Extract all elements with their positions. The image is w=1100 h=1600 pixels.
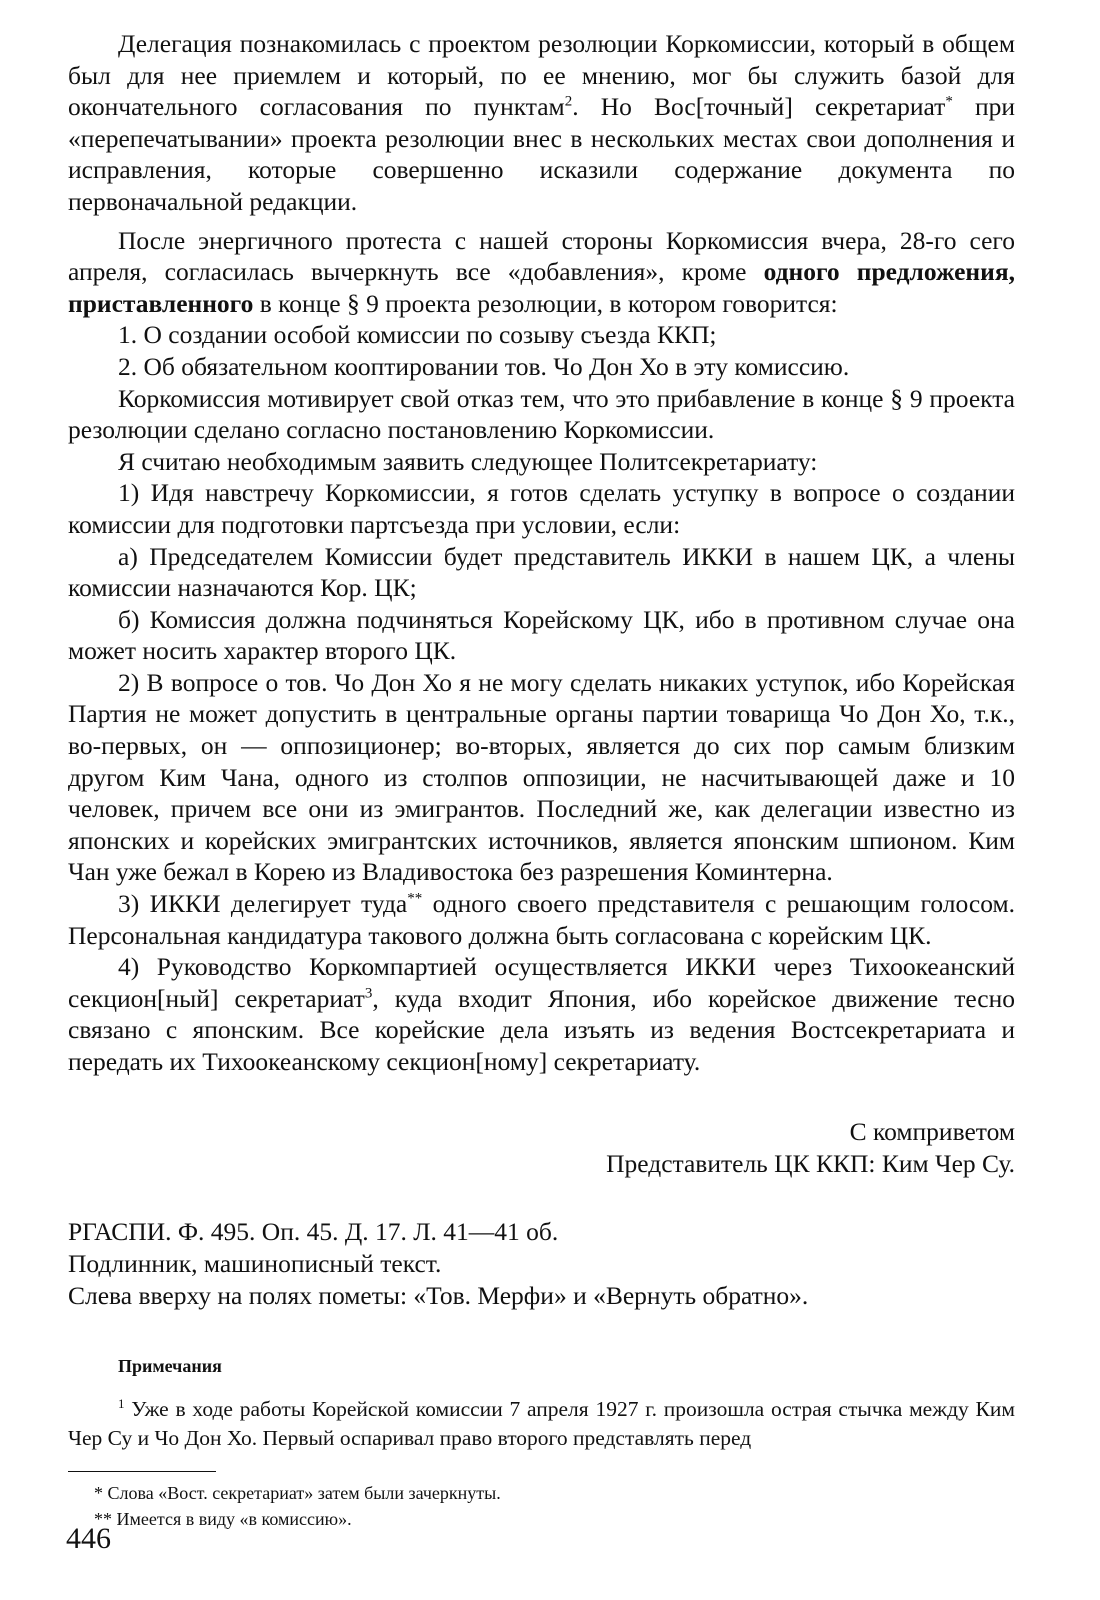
footnote-1: * Слова «Вост. секретариат» затем были зачеркнуты. — [94, 1482, 501, 1503]
paragraph-12 — [68, 951, 1015, 1077]
notes-heading: Примечания — [118, 1355, 222, 1376]
footnote-ref-3: 3 — [364, 985, 373, 1002]
signature-greeting: С комприветом — [849, 1116, 1015, 1146]
paragraph-10: 2) В вопросе о тов. Чо Дон Хо я не могу сделать никаких уступок, ибо Корейская Партия не может допустить в центральные органы партии товарища Чо Дон Хо, т.к., во-первых, он — оппозиционер; во-вторых, является до сих пор самым близким другом Ким Чана, одного из столпов оппозиции, не насчитывающей даже и 10 человек, причем все они из эмигрантов. Последний же, как делегации известно из японских и корейских эмигрантских источников, является японским шпионом. Ким Чан уже бежал в Корею из Владивостока без разрешения Коминтерна. — [68, 667, 1015, 887]
archive-line-3: Слева вверху на полях пометы: «Тов. Мерфи» и «Вернуть обратно». — [68, 1280, 809, 1310]
paragraph-11 — [68, 888, 1015, 951]
paragraph-11-text-a: 3) ИККИ делегирует туда — [118, 889, 408, 919]
footnote-divider — [68, 1471, 216, 1472]
paragraph-6: Я считаю необходимым заявить следующее Политсекретариату: — [118, 446, 818, 476]
paragraph-5: Коркомиссия мотивирует свой отказ тем, что это прибавление в конце § 9 проекта резолюции сделано согласно постановлению Коркомиссии. — [68, 383, 1015, 445]
signature-block — [68, 1116, 1015, 1180]
archive-line-1: РГАСПИ. Ф. 495. Оп. 45. Д. 17. Л. 41—41 об. — [68, 1216, 559, 1246]
paragraph-1 — [68, 28, 1015, 218]
paragraph-9: б) Комиссия должна подчиняться Корейскому ЦК, ибо в противном случае она может носить характер второго ЦК. — [68, 604, 1015, 666]
note-1-text: Уже в ходе работы Корейской комиссии 7 апреля 1927 г. произошла острая стычка между Ким Чер Су и Чо Дон Хо. Первый оспаривал право второго представлять перед — [68, 1396, 1015, 1450]
main-text — [68, 28, 1015, 1078]
footnotes — [68, 1480, 1015, 1532]
paragraph-1-text-c: при «перепечатывании» проекта резолюции внес в нескольких местах свои дополнения и исправления, которые совершенно исказили содержание документа по первоначальной редакции. — [68, 92, 1015, 216]
note-1-marker: 1 — [118, 1395, 125, 1411]
paragraph-12-text-c: , куда входит Япония, ибо корейское движение тесно связано с японским. Все корейские дела изъять из ведения Востсекретариата и передать их Тихоокеанскому секцион[ному] секретариату. — [68, 983, 1015, 1076]
footnote-ref-star: * — [945, 93, 953, 110]
paragraph-4: 2. Об обязательном кооптировании тов. Чо Дон Хо в эту комиссию. — [118, 351, 850, 381]
paragraph-2-bold: одного предложения, приставленного — [68, 257, 1015, 318]
paragraph-3: 1. О создании особой комиссии по созыву съезда ККП; — [118, 320, 717, 350]
archive-line-2: Подлинник, машинописный текст. — [68, 1248, 442, 1278]
paragraph-2 — [68, 225, 1015, 320]
note-1 — [68, 1395, 1015, 1453]
paragraph-11-text-c: одного своего представителя с решающим голосом. Персональная кандидатура такового должна быть согласована с корейским ЦК. — [68, 889, 1015, 950]
footnote-ref-double-star: ** — [407, 890, 423, 907]
paragraph-1-text-a: Делегация познакомилась с проектом резолюции Коркомиссии, который в общем был для нее приемлем и который, по ее мнению, мог бы служить базой для окончательного согласования по пунктам — [68, 29, 1015, 122]
notes-section — [68, 1395, 1015, 1453]
paragraph-2-text-a: После энергичного протеста с нашей стороны Коркомиссия вчера, 28-го сего апреля, согласилась вычеркнуть все «добавления», кроме — [68, 225, 1015, 287]
signature-author: Представитель ЦК ККП: Ким Чер Су. — [606, 1148, 1015, 1178]
paragraph-7: 1) Идя навстречу Коркомиссии, я готов сделать уступку в вопросе о создании комиссии для подготовки партсъезда при условии, если: — [68, 478, 1015, 539]
footnote-2: ** Имеется в виду «в комиссию». — [94, 1508, 352, 1529]
paragraph-12-text-a: 4) Руководство Коркомпартией осуществляется ИККИ через Тихоокеанский секцион[ный] секретариат — [68, 952, 1015, 1013]
page-number: 446 — [66, 1522, 111, 1555]
archive-reference — [68, 1216, 1015, 1312]
footnote-ref-2: 2 — [564, 93, 573, 110]
paragraph-1-text-b: . Но Вос[точный] секретариат — [572, 92, 946, 122]
paragraph-2-text-c: в конце § 9 проекта резолюции, в котором говорится: — [253, 288, 838, 318]
paragraph-8: а) Председателем Комиссии будет представитель ИККИ в нашем ЦК, а члены комиссии назначаются Кор. ЦК; — [68, 541, 1015, 603]
